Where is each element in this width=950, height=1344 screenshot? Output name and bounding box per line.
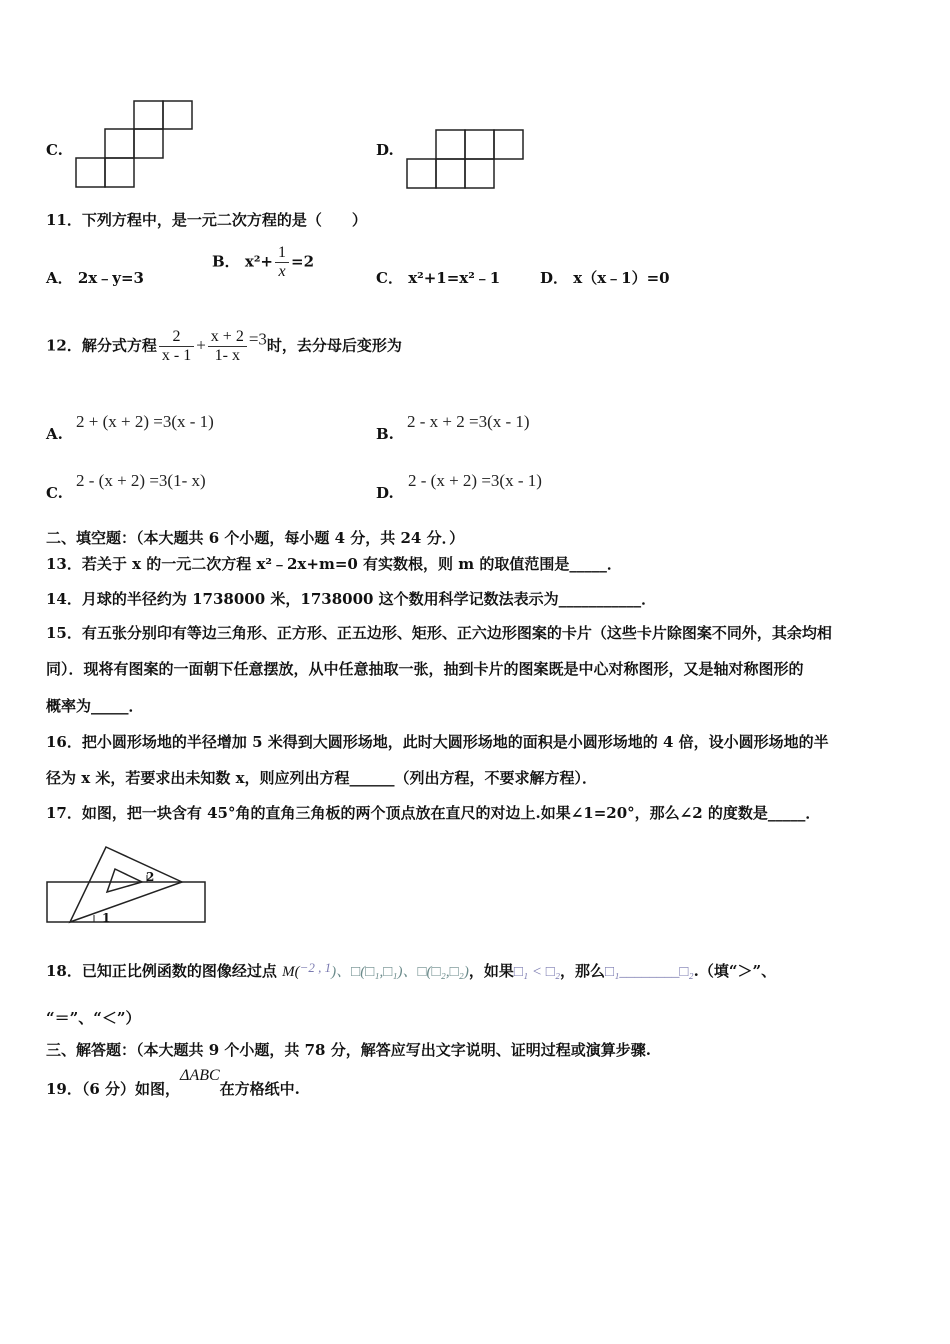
q12-option-a-label: A. (46, 425, 63, 443)
plus-sign: + (196, 335, 206, 355)
triangle-abc: ΔABC (180, 1067, 220, 1084)
stem-text: 19．（6 分）如图， (46, 1080, 181, 1098)
q11-option-b (212, 244, 314, 281)
section-3-heading: 三、解答题：（本大题共 9 个小题，共 78 分，解答应写出文字说明、证明过程或演算步骤. (46, 1041, 651, 1059)
denominator: x (278, 263, 286, 280)
q14: 14．月球的半径约为 1738000 米，1738000 这个数用科学记数法表示为___________． (46, 590, 657, 608)
option-label: A． (46, 269, 73, 287)
answer-blank: □₁________□₂ (605, 964, 694, 980)
stem-text: 时，去分母后变形为 (266, 336, 402, 355)
q15-line-2: 同）．现将有图案的一面朝下任意摆放，从中任意抽取一张，抽到卡片的图案既是中心对称图形，又是轴对称图形的 (46, 660, 804, 678)
q10-option-c-label: C. (46, 141, 63, 159)
section-2-heading: 二、填空题：（本大题共 6 个小题，每小题 4 分，共 24 分．） (46, 529, 465, 547)
denominator: x - 1 (161, 347, 192, 364)
point-m-coords: −2 , 1 (299, 960, 332, 975)
numerator: x + 2 (208, 328, 247, 347)
q10-option-c-figure (74, 100, 196, 190)
option-text: x（x﹣1）=0 (573, 269, 670, 287)
q11-option-d (540, 268, 670, 288)
q11-option-a (46, 268, 144, 288)
q12-option-b: 2 - x + 2 =3(x - 1) (407, 412, 530, 431)
option-text: x²+1=x²﹣1 (408, 269, 501, 287)
option-text: x²+ (244, 252, 274, 271)
option-text: 2x﹣y=3 (77, 269, 144, 287)
q13: 13．若关于 x 的一元二次方程 x²﹣2x+m=0 有实数根，则 m 的取值范围是_____． (46, 555, 622, 573)
q12-option-a: 2 + (x + 2) =3(x - 1) (76, 412, 214, 431)
q17-ruler-triangle-figure (44, 842, 210, 926)
q12-option-c-label: C. (46, 484, 63, 502)
option-text: =2 (291, 252, 315, 271)
fraction-1 (159, 328, 194, 365)
numerator: 1 (275, 244, 289, 263)
angle-1-label: 1 (102, 911, 111, 925)
stem-text: 18．已知正比例函数的图像经过点 (46, 962, 283, 980)
q17-stem: 17．如图，把一块含有 45°角的直角三角板的两个顶点放在直尺的对边上.如果∠1=20°，那么∠2 的度数是_____． (46, 804, 821, 822)
option-label: B． (212, 252, 240, 271)
stem-text: ，那么 (560, 962, 606, 980)
stem-text: 12．解分式方程 (46, 336, 157, 355)
q16-line-2: 径为 x 米，若要求出未知数 x，则应列出方程______（列出方程，不要求解方程）． (46, 769, 598, 787)
denominator: 1- x (214, 347, 240, 364)
angle-2-label: 2 (146, 870, 155, 884)
stem-text: ，如果 (468, 962, 514, 980)
points-a-b: )、□(□₁,□₁)、□(□₂,□₂) (331, 964, 469, 980)
fraction-2 (208, 328, 247, 365)
q18-line-2: “＝”、“＜”） (46, 1009, 141, 1027)
q12-stem (46, 328, 402, 365)
q16-line-1: 16．把小圆形场地的半径增加 5 米得到大圆形场地，此时大圆形场地的面积是小圆形场地的 4 倍，设小圆形场地的半 (46, 733, 829, 751)
equals-three: =3 (248, 329, 267, 349)
point-m: M( (282, 964, 300, 980)
q15-line-1: 15．有五张分别印有等边三角形、正方形、正五边形、矩形、正六边形图案的卡片（这些卡片除图案不同外，其余均相 (46, 624, 832, 642)
q12-option-d-label: D. (376, 484, 394, 502)
q12-option-d: 2 - (x + 2) =3(x - 1) (408, 471, 542, 490)
q18-line-1 (46, 958, 776, 982)
fraction (275, 244, 289, 281)
q10-option-d-figure (405, 129, 527, 191)
q15-line-3: 概率为_____． (46, 697, 144, 715)
stem-text: .（填“＞”、 (693, 962, 777, 980)
q12-option-b-label: B. (376, 425, 394, 443)
option-label: D． (540, 269, 569, 287)
option-label: C． (376, 269, 403, 287)
q10-option-d-label: D. (376, 141, 394, 159)
q12-option-c: 2 - (x + 2) =3(1- x) (76, 471, 206, 490)
numerator: 2 (159, 328, 194, 347)
q11-option-c (376, 268, 500, 288)
stem-text: 在方格纸中. (219, 1080, 300, 1098)
q19 (46, 1067, 300, 1100)
q11-stem: 11．下列方程中，是一元二次方程的是（ ） (46, 211, 367, 229)
condition: □₁ < □₂ (513, 964, 561, 980)
